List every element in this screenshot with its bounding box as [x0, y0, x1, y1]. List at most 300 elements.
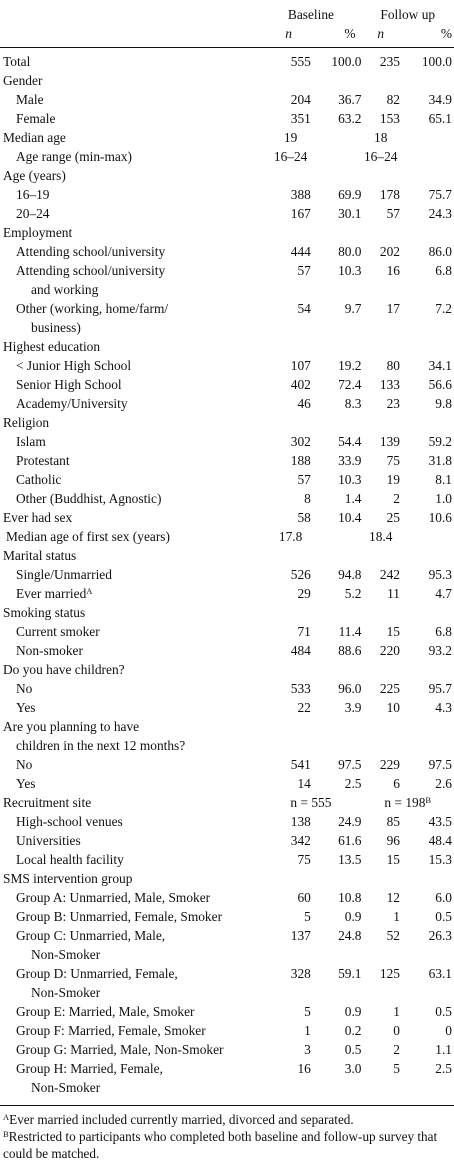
follow-up-pct: 0 — [445, 1023, 452, 1038]
baseline-pct: 13.5 — [338, 852, 362, 867]
baseline-n: 1 — [304, 1023, 311, 1038]
row-label — [0, 413, 260, 432]
follow-up-n: 125 — [379, 966, 400, 981]
follow-up-pct — [400, 717, 454, 736]
table-row — [0, 451, 454, 470]
row-label — [0, 603, 260, 622]
table-row — [0, 907, 454, 926]
baseline-n: 328 — [290, 966, 311, 981]
baseline-n — [260, 717, 310, 736]
row-label-text: Group D: Unmarried, Female, — [16, 966, 178, 981]
baseline-pct — [311, 413, 362, 432]
row-label — [0, 774, 260, 793]
follow-up-n: 18.4 — [369, 529, 393, 544]
row-label-text: Total — [3, 54, 31, 69]
follow-up-pct: 93.2 — [428, 643, 452, 658]
follow-up-pct — [400, 527, 454, 546]
follow-up-pct — [400, 546, 454, 565]
row-label-text: Ever married — [16, 586, 87, 601]
follow-up-pct: 100.0 — [421, 54, 452, 69]
baseline-n: 60 — [297, 890, 311, 905]
footnote-marker: B — [425, 795, 432, 805]
row-label-text: Non-Smoker — [31, 1080, 101, 1095]
row-label-text: Catholic — [16, 472, 62, 487]
table-row — [0, 888, 454, 907]
row-label-text: Universities — [16, 833, 81, 848]
footnote-a-mark: A — [3, 1112, 10, 1122]
row-label — [0, 394, 260, 413]
baseline-pct: 9.7 — [344, 301, 362, 316]
row-label — [0, 299, 260, 318]
row-label — [0, 717, 260, 736]
row-label-text: Senior High School — [16, 377, 122, 392]
table-row — [0, 1078, 454, 1097]
table-row — [0, 147, 454, 166]
table-row — [0, 337, 454, 356]
baseline-pct: 0.2 — [344, 1023, 362, 1038]
baseline-n — [260, 223, 310, 242]
table-row — [0, 1021, 454, 1040]
table-row — [0, 394, 454, 413]
baseline-n: 167 — [290, 206, 311, 221]
row-label-text: Religion — [3, 415, 50, 430]
follow-up-n: 18 — [374, 130, 388, 145]
follow-up-n: 5 — [393, 1061, 400, 1076]
row-label — [0, 850, 260, 869]
table-row — [0, 660, 454, 679]
row-label-text: and working — [31, 282, 99, 297]
baseline-pct: 0.5 — [344, 1042, 362, 1057]
baseline-pct: 30.1 — [338, 206, 362, 221]
table-row — [0, 432, 454, 451]
table-row — [0, 964, 454, 983]
follow-up-pct — [400, 603, 454, 622]
follow-up-n: 57 — [386, 206, 400, 221]
row-label-text: Female — [16, 111, 56, 126]
baseline-n: 484 — [290, 643, 311, 658]
baseline-pct: 24.9 — [338, 814, 362, 829]
baseline-pct: 2.5 — [344, 776, 362, 791]
table-row — [0, 774, 454, 793]
row-label-text: children in the next 12 months? — [16, 738, 186, 753]
follow-up-pct: 8.1 — [435, 472, 452, 487]
follow-up-n: 235 — [379, 54, 400, 69]
row-label-text: Single/Unmarried — [16, 567, 112, 582]
follow-up-pct — [400, 147, 454, 166]
row-label-text: Median age — [3, 130, 66, 145]
table-row — [0, 926, 454, 945]
follow-up-pct: 2.5 — [435, 1061, 452, 1076]
baseline-n: 71 — [297, 624, 311, 639]
baseline-n: 16–24 — [273, 149, 308, 164]
baseline-pct: 10.3 — [338, 263, 362, 278]
baseline-pct: 88.6 — [338, 643, 362, 658]
row-label — [0, 71, 260, 90]
baseline-n: 204 — [290, 92, 311, 107]
row-label — [0, 812, 260, 831]
follow-up-n: 82 — [386, 92, 400, 107]
follow-up-pct: 34.9 — [428, 92, 452, 107]
row-label-text: 20–24 — [16, 206, 50, 221]
row-label-text: Do you have children? — [3, 662, 125, 677]
baseline-n: 22 — [297, 700, 311, 715]
follow-up-n: 23 — [386, 396, 400, 411]
follow-up-pct: 1.0 — [435, 491, 452, 506]
baseline-pct: 96.0 — [338, 681, 362, 696]
row-label-text: Smoking status — [3, 605, 86, 620]
row-label — [0, 793, 260, 812]
row-label — [0, 1040, 260, 1059]
baseline-pct — [311, 318, 362, 337]
follow-up-pct: 86.0 — [428, 244, 452, 259]
baseline-pct: 59.1 — [338, 966, 362, 981]
follow-up-n: 242 — [379, 567, 400, 582]
follow-up-pct: 24.3 — [428, 206, 452, 221]
row-label — [0, 888, 260, 907]
follow-up-pct: 75.7 — [428, 187, 452, 202]
baseline-n — [260, 660, 310, 679]
row-label — [0, 926, 260, 945]
follow-up-pct: 10.6 — [428, 510, 452, 525]
follow-up-n: 178 — [379, 187, 400, 202]
follow-up-n: 12 — [386, 890, 400, 905]
table-row — [0, 565, 454, 584]
table-row — [0, 204, 454, 223]
table-row — [0, 869, 454, 888]
row-label-text: Group G: Married, Male, Non-Smoker — [16, 1042, 224, 1057]
row-label — [0, 736, 260, 755]
follow-up-pct: 95.3 — [428, 567, 452, 582]
follow-up-n: 133 — [379, 377, 400, 392]
baseline-n: 75 — [297, 852, 311, 867]
row-label — [0, 964, 260, 983]
row-label — [0, 527, 260, 546]
baseline-n: 342 — [290, 833, 311, 848]
table-row — [0, 793, 454, 812]
follow-up-pct: 97.5 — [428, 757, 452, 772]
row-label-text: Gender — [3, 73, 43, 88]
baseline-pct — [311, 166, 362, 185]
row-label-text: Yes — [16, 700, 36, 715]
table-row — [0, 1002, 454, 1021]
header-pct-baseline: % — [311, 24, 362, 48]
follow-up-pct — [400, 280, 454, 299]
baseline-n — [260, 71, 310, 90]
baseline-n: 5 — [304, 1004, 311, 1019]
baseline-pct: 3.0 — [344, 1061, 362, 1076]
follow-up-n: 1 — [393, 1004, 400, 1019]
table-row — [0, 223, 454, 242]
table-row — [0, 983, 454, 1002]
follow-up-n — [362, 166, 400, 185]
baseline-n — [260, 983, 310, 1002]
baseline-pct: 61.6 — [338, 833, 362, 848]
baseline-n — [260, 603, 310, 622]
table-row — [0, 698, 454, 717]
follow-up-pct: 34.1 — [428, 358, 452, 373]
baseline-n: 526 — [290, 567, 311, 582]
header-follow-up — [362, 0, 454, 24]
baseline-n — [260, 337, 310, 356]
row-label-text: Yes — [16, 776, 36, 791]
baseline-n: 58 — [297, 510, 311, 525]
baseline-n — [260, 318, 310, 337]
baseline-pct: 94.8 — [338, 567, 362, 582]
row-label-text: Group H: Married, Female, — [16, 1061, 163, 1076]
follow-up-n — [362, 318, 400, 337]
baseline-n: 107 — [290, 358, 311, 373]
follow-up-pct: 31.8 — [428, 453, 452, 468]
footnote-marker: A — [86, 586, 93, 596]
baseline-n — [260, 736, 310, 755]
table-row — [0, 812, 454, 831]
follow-up-n: 0 — [393, 1023, 400, 1038]
follow-up-n — [362, 1078, 400, 1097]
row-label — [0, 869, 260, 888]
baseline-pct — [311, 128, 362, 147]
baseline-pct — [311, 945, 362, 964]
row-label-text: Other (Buddhist, Agnostic) — [16, 491, 162, 506]
follow-up-pct — [400, 983, 454, 1002]
table-row — [0, 603, 454, 622]
follow-up-n: 19 — [386, 472, 400, 487]
row-label-text: Other (working, home/farm/ — [16, 301, 169, 316]
baseline-n: 5 — [304, 909, 311, 924]
table-row — [0, 831, 454, 850]
table-row — [0, 508, 454, 527]
baseline-n — [260, 280, 310, 299]
row-label-text: No — [16, 681, 33, 696]
row-label-text: Highest education — [3, 339, 101, 354]
row-label-text: SMS intervention group — [3, 871, 133, 886]
row-label — [0, 204, 260, 223]
row-label-text: Group B: Unmarried, Female, Smoker — [16, 909, 223, 924]
baseline-pct — [311, 527, 362, 546]
baseline-pct — [311, 223, 362, 242]
follow-up-n: 15 — [386, 852, 400, 867]
follow-up-pct — [400, 166, 454, 185]
follow-up-pct: 0.5 — [435, 1004, 452, 1019]
footnote-divider — [0, 1105, 454, 1106]
baseline-n: 14 — [297, 776, 311, 791]
follow-up-pct: 7.2 — [435, 301, 452, 316]
follow-up-n: 80 — [386, 358, 400, 373]
baseline-pct: 69.9 — [338, 187, 362, 202]
baseline-n: 402 — [290, 377, 311, 392]
baseline-n: 19 — [283, 130, 298, 145]
follow-up-pct: 1.1 — [435, 1042, 452, 1057]
row-label — [0, 90, 260, 109]
row-label-text: Age (years) — [3, 168, 66, 183]
table-row — [0, 850, 454, 869]
table-row — [0, 90, 454, 109]
follow-up-pct — [400, 869, 454, 888]
row-label-text: 16–19 — [16, 187, 50, 202]
baseline-n — [260, 945, 310, 964]
row-label — [0, 698, 260, 717]
row-label-text: Male — [16, 92, 44, 107]
follow-up-pct: 2.6 — [435, 776, 452, 791]
follow-up-pct — [400, 660, 454, 679]
follow-up-pct — [400, 736, 454, 755]
baseline-n: 541 — [290, 757, 311, 772]
follow-up-pct — [400, 318, 454, 337]
row-label — [0, 489, 260, 508]
follow-up-pct: 43.5 — [428, 814, 452, 829]
baseline-pct — [311, 717, 362, 736]
follow-up-n-total — [362, 793, 454, 812]
row-label-text: Current smoker — [16, 624, 100, 639]
row-label — [0, 280, 260, 299]
row-label-text: Academy/University — [16, 396, 128, 411]
follow-up-pct: 65.1 — [428, 111, 452, 126]
baseline-pct: 5.2 — [344, 586, 362, 601]
table-row — [0, 166, 454, 185]
row-label — [0, 451, 260, 470]
follow-up-pct: 63.1 — [428, 966, 452, 981]
row-label-text: Group E: Married, Male, Smoker — [16, 1004, 195, 1019]
table-row — [0, 356, 454, 375]
table-row — [0, 489, 454, 508]
table-row — [0, 584, 454, 603]
row-label — [0, 508, 260, 527]
row-label-text: Group A: Unmarried, Male, Smoker — [16, 890, 211, 905]
follow-up-n: 25 — [386, 510, 400, 525]
table-row — [0, 242, 454, 261]
table-row — [0, 128, 454, 147]
follow-up-n — [362, 546, 400, 565]
follow-up-n: 1 — [393, 909, 400, 924]
table-body — [0, 48, 454, 1098]
baseline-n: 302 — [290, 434, 311, 449]
row-label-text: Are you planning to have — [3, 719, 140, 734]
follow-up-pct — [400, 223, 454, 242]
row-label — [0, 1059, 260, 1078]
row-label-text: Attending school/university — [16, 263, 166, 278]
row-label — [0, 1002, 260, 1021]
row-label-text: Non-Smoker — [31, 947, 101, 962]
header-row-cols — [0, 24, 454, 48]
row-label — [0, 128, 260, 147]
baseline-n: 8 — [304, 491, 311, 506]
table-row — [0, 299, 454, 318]
follow-up-pct — [400, 1078, 454, 1097]
baseline-n: 16 — [297, 1061, 311, 1076]
follow-up-n — [362, 945, 400, 964]
baseline-pct: 100.0 — [331, 54, 362, 69]
row-label-text: Median age of first sex (years) — [6, 529, 170, 544]
baseline-pct: 10.4 — [338, 510, 362, 525]
table-row — [0, 1040, 454, 1059]
baseline-pct: 11.4 — [338, 624, 362, 639]
follow-up-n: 85 — [386, 814, 400, 829]
follow-up-n — [362, 717, 400, 736]
header-pct-follow-up: % — [400, 24, 454, 48]
table-row — [0, 945, 454, 964]
follow-up-pct — [400, 337, 454, 356]
follow-up-n: 2 — [393, 491, 400, 506]
row-label-text: business) — [31, 320, 81, 335]
table-row — [0, 375, 454, 394]
baseline-pct: 0.9 — [344, 1004, 362, 1019]
table-row — [0, 679, 454, 698]
baseline-pct — [311, 546, 362, 565]
baseline-n: 138 — [290, 814, 311, 829]
follow-up-pct: 6.8 — [435, 624, 452, 639]
follow-up-n — [362, 413, 400, 432]
row-label — [0, 983, 260, 1002]
header-row-groups — [0, 0, 454, 24]
row-label — [0, 109, 260, 128]
follow-up-pct — [400, 413, 454, 432]
baseline-n: 57 — [297, 263, 311, 278]
follow-up-pct: 4.7 — [435, 586, 452, 601]
row-label-text: Protestant — [16, 453, 70, 468]
follow-up-n — [362, 660, 400, 679]
follow-up-n: 16 — [386, 263, 400, 278]
baseline-pct — [311, 660, 362, 679]
row-label-text: < Junior High School — [16, 358, 132, 373]
baseline-n — [260, 166, 310, 185]
row-label-text: Age range (min-max) — [16, 149, 133, 164]
baseline-n: 137 — [290, 928, 311, 943]
table-row — [0, 641, 454, 660]
table-row — [0, 318, 454, 337]
follow-up-pct: 4.3 — [435, 700, 452, 715]
baseline-pct — [311, 71, 362, 90]
baseline-pct: 19.2 — [338, 358, 362, 373]
baseline-pct: 1.4 — [344, 491, 362, 506]
baseline-n: 46 — [297, 396, 311, 411]
baseline-pct: 3.9 — [344, 700, 362, 715]
row-label — [0, 584, 260, 603]
follow-up-n — [362, 71, 400, 90]
row-label-text: Attending school/university — [16, 244, 166, 259]
row-label — [0, 242, 260, 261]
table-row — [0, 717, 454, 736]
follow-up-n: 229 — [379, 757, 400, 772]
table-row — [0, 261, 454, 280]
baseline-n — [260, 1078, 310, 1097]
baseline-pct — [311, 603, 362, 622]
baseline-pct — [311, 337, 362, 356]
follow-up-n: 225 — [379, 681, 400, 696]
row-label-text: Ever had sex — [3, 510, 73, 525]
baseline-pct — [311, 736, 362, 755]
baseline-pct: 10.3 — [338, 472, 362, 487]
row-label — [0, 755, 260, 774]
follow-up-n — [362, 869, 400, 888]
row-label — [0, 261, 260, 280]
follow-up-n — [362, 337, 400, 356]
follow-up-n: 153 — [379, 111, 400, 126]
table-row — [0, 1059, 454, 1078]
header-n-baseline: n — [260, 24, 310, 48]
row-label — [0, 166, 260, 185]
baseline-n — [260, 413, 310, 432]
follow-up-n: 139 — [379, 434, 400, 449]
follow-up-n: 2 — [393, 1042, 400, 1057]
row-label-text: Non-Smoker — [31, 985, 101, 1000]
baseline-n: 29 — [297, 586, 311, 601]
follow-up-pct — [400, 945, 454, 964]
follow-up-pct: 48.4 — [428, 833, 452, 848]
follow-up-pct: 9.8 — [435, 396, 452, 411]
follow-up-n: 15 — [386, 624, 400, 639]
baseline-n — [260, 869, 310, 888]
baseline-pct — [311, 869, 362, 888]
row-label — [0, 945, 260, 964]
